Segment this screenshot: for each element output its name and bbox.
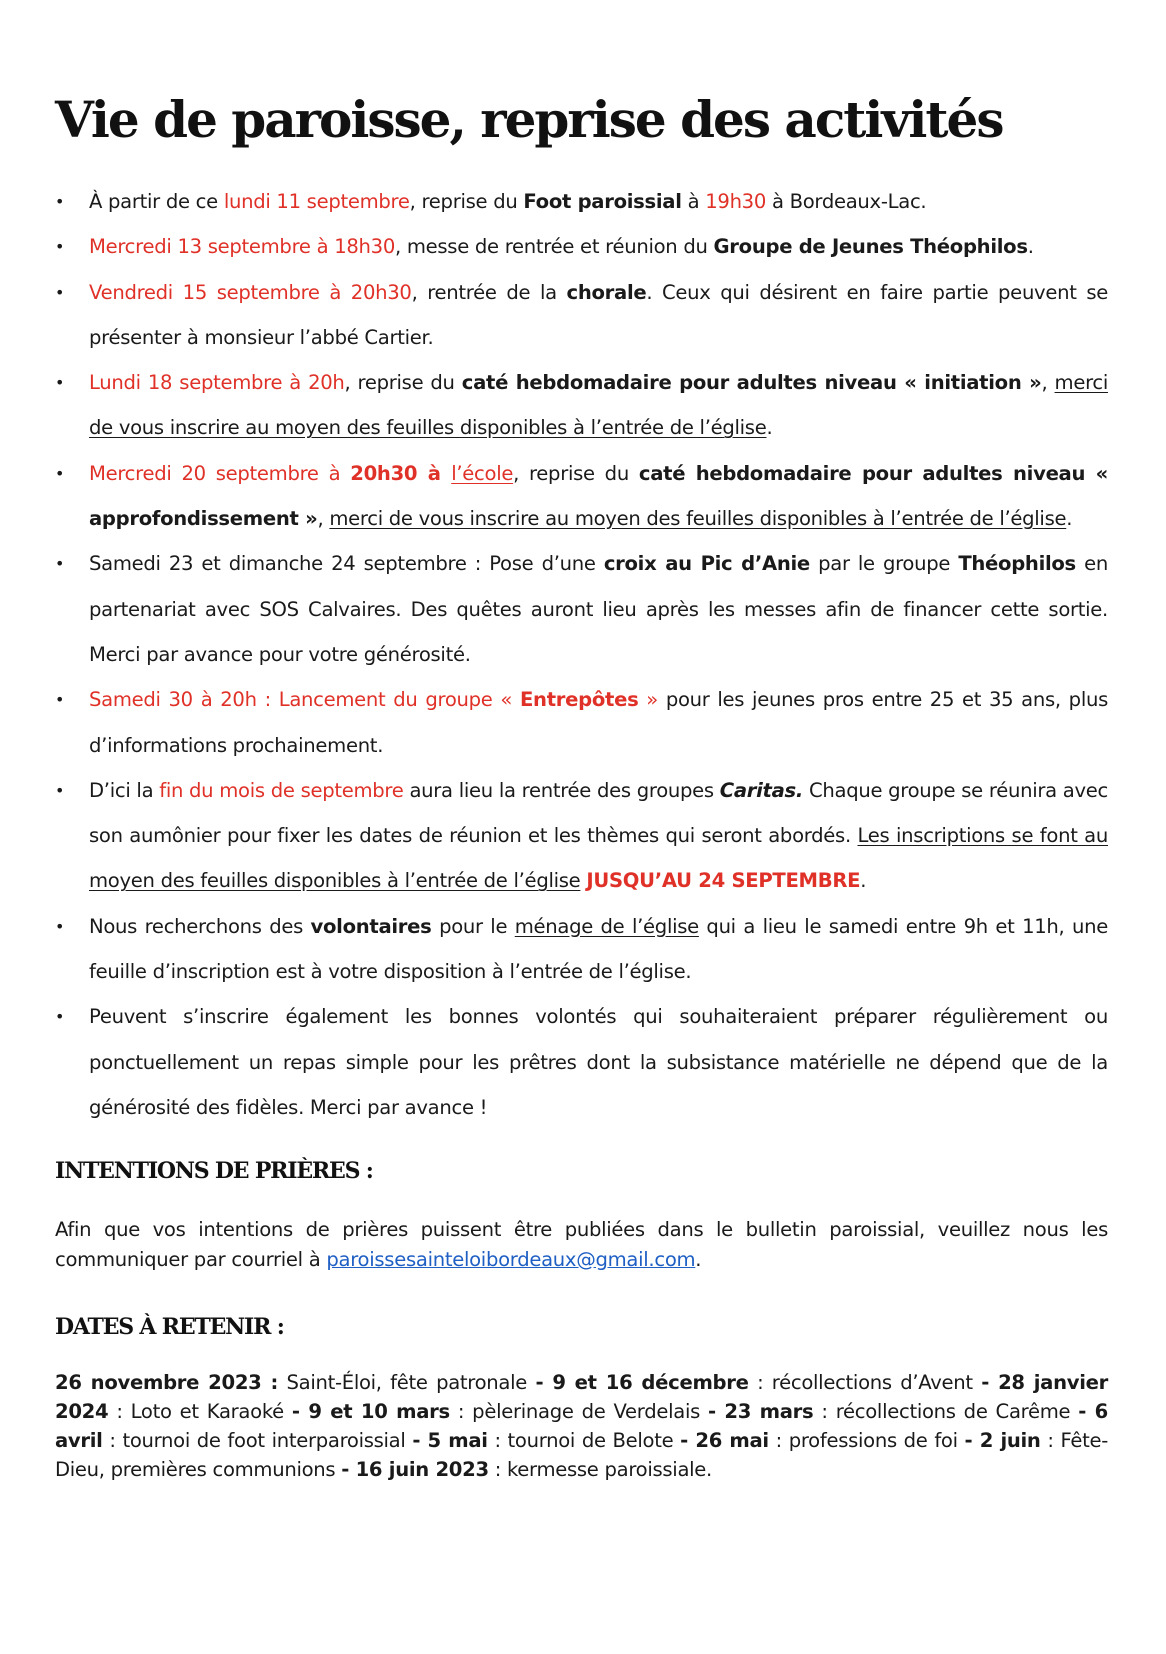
text-run: À partir de ce <box>89 190 224 213</box>
text-run: Lundi 18 septembre à 20h <box>89 371 345 395</box>
text-run: . <box>860 869 867 893</box>
activity-item <box>55 541 1108 677</box>
text-run: 26 novembre 2023 : <box>55 1371 279 1394</box>
text-run: : pèlerinage de Verdelais <box>449 1400 708 1423</box>
text-run: Les inscriptions se font au moyen des feuilles disponibles à l’entrée de l’église <box>89 824 1109 893</box>
activity-item <box>55 270 1108 361</box>
text-run: Samedi 30 à 20h : Lancement du groupe « <box>89 688 520 712</box>
text-run: merci de vous inscrire au moyen des feuilles disponibles à l’entrée de l’église <box>329 507 1067 531</box>
text-run: D’ici la <box>89 778 160 802</box>
text-run: » <box>638 688 658 712</box>
bullet-icon: • <box>55 780 65 800</box>
text-run: merci de vous inscrire au moyen des feuilles disponibles à l’entrée de l’église <box>89 371 1109 440</box>
text-run: . Ceux qui désirent en faire partie peuvent se présenter à monsieur l’abbé Cartier. <box>89 280 1108 349</box>
text-run: 19h30 <box>705 190 767 213</box>
text-run: - 5 mai <box>412 1429 488 1452</box>
text-run: qui a lieu le samedi entre 9h et 11h, une feuille d’inscription est à votre disposition à l’entrée de l’église. <box>89 914 1108 984</box>
text-run: lundi 11 septembre <box>223 190 410 213</box>
text-run: Chaque groupe se réunira avec son aumônier pour fixer les dates de réunion et les thèmes qui seront abordés. <box>89 778 1108 848</box>
text-run: - 9 et 10 mars <box>291 1400 450 1423</box>
text-run: JUSQU’AU 24 SEPTEMBRE <box>586 869 861 893</box>
text-run: pour les jeunes pros entre 25 et 35 ans, plus d’informations prochainement. <box>89 688 1108 757</box>
text-run: 20h30 à <box>350 461 452 485</box>
text-run: , <box>317 507 330 531</box>
text-run: . <box>1066 507 1073 531</box>
text-run: : récollections de Carême <box>813 1400 1079 1423</box>
activities-list <box>55 179 1108 1130</box>
bullet-icon: • <box>55 1007 65 1027</box>
text-run: : Loto et Karaoké <box>108 1400 292 1423</box>
text-run: , messe de rentrée et réunion du <box>395 235 714 259</box>
intentions-paragraph <box>55 1215 1108 1275</box>
intentions-text: Afin que vos intentions de prières puissent être publiées dans le bulletin paroissial, veuillez nous les communiquer par courriel à <box>55 1218 1108 1271</box>
activity-item <box>55 677 1108 768</box>
text-run: . <box>766 416 773 440</box>
text-run: Théophilos <box>958 552 1076 576</box>
text-run: volontaires <box>310 914 432 938</box>
activity-item <box>55 904 1108 995</box>
text-run: chorale <box>566 280 647 304</box>
text-run: - 23 mars <box>707 1400 814 1423</box>
dates-heading: DATES À RETENIR : <box>55 1314 284 1340</box>
bullet-icon: • <box>55 916 65 936</box>
text-run: - 26 mai <box>680 1429 769 1452</box>
text-run: - 16 juin 2023 <box>341 1458 489 1481</box>
text-run: Mercredi 20 septembre à <box>89 461 351 485</box>
text-run: Samedi 23 et dimanche 24 septembre : Pose d’une <box>89 552 604 576</box>
text-run: pour le <box>431 914 515 938</box>
text-run: caté hebdomadaire pour adultes niveau « approfondissement » <box>89 461 1109 531</box>
text-run: : kermesse paroissiale. <box>488 1458 712 1481</box>
text-run: , reprise du <box>344 371 462 395</box>
text-run: caté hebdomadaire pour adultes niveau « initiation » <box>461 371 1042 395</box>
text-run: à <box>681 190 706 213</box>
text-run: Caritas. <box>719 778 804 802</box>
text-run: : tournoi de Belote <box>487 1429 681 1452</box>
text-run: Groupe de Jeunes Théophilos <box>713 235 1028 259</box>
text-run: . <box>1027 235 1034 259</box>
text-run: Foot paroissial <box>523 190 682 213</box>
text-run: - 28 janvier 2024 <box>55 1371 1108 1423</box>
page-title: Vie de paroisse, reprise des activités <box>55 90 1003 149</box>
text-run: : Fête-Dieu, premières communions <box>55 1429 1109 1481</box>
activity-item <box>55 360 1108 451</box>
intentions-end: . <box>695 1248 702 1271</box>
bullet-icon: • <box>55 554 65 574</box>
text-run: ménage de l’église <box>514 914 699 938</box>
bullet-icon: • <box>55 690 65 710</box>
text-run: Nous recherchons des <box>89 914 311 938</box>
bullet-icon: • <box>55 237 65 257</box>
bullet-icon: • <box>55 463 65 483</box>
text-run: Peuvent s’inscrire également les bonnes volontés qui souhaiteraient préparer régulièrement ou ponctuellement un repas simple pour les prêtres dont la subsistance matérielle ne dépend que de la générosité des fidèles. Merci par avance ! <box>89 1005 1108 1119</box>
text-run: fin du mois de septembre <box>159 778 404 802</box>
text-run: - 9 et 16 décembre <box>535 1371 749 1394</box>
bullet-icon: • <box>55 282 65 302</box>
activity-item <box>55 179 1108 224</box>
activity-item <box>55 994 1108 1130</box>
text-run: l’école <box>451 461 514 485</box>
activity-item <box>55 768 1108 904</box>
text-run: aura lieu la rentrée des groupes <box>403 778 720 802</box>
text-run: : professions de foi <box>768 1429 965 1452</box>
dates-paragraph <box>55 1368 1108 1484</box>
text-run: Mercredi 13 septembre à 18h30 <box>89 235 395 259</box>
text-run: - 2 juin <box>964 1429 1041 1452</box>
activity-item <box>55 224 1108 269</box>
text-run: Entrepôtes <box>519 688 639 712</box>
text-run: , rentrée de la <box>411 280 567 304</box>
text-run: : récollections d’Avent <box>748 1371 982 1394</box>
text-run: Vendredi 15 septembre à 20h30 <box>89 280 412 304</box>
activity-item <box>55 451 1108 542</box>
text-run: en partenariat avec SOS Calvaires. Des quêtes auront lieu après les messes afin de financer cette sortie. Merci par avance pour votre générosité. <box>89 552 1108 666</box>
bullet-icon: • <box>55 192 65 211</box>
text-run: : tournoi de foot interparoissial <box>102 1429 413 1452</box>
text-run: à Bordeaux-Lac. <box>766 190 927 213</box>
contact-email-link[interactable]: paroissesainteloibordeaux@gmail.com <box>326 1248 696 1271</box>
text-run: par le groupe <box>809 552 959 576</box>
text-run: , reprise du <box>409 190 524 213</box>
text-run: - 6 avril <box>55 1400 1109 1452</box>
text-run: , reprise du <box>513 461 639 485</box>
text-run: , <box>1041 371 1055 395</box>
text-run: Saint-Éloi, fête patronale <box>278 1371 536 1394</box>
intentions-heading: INTENTIONS DE PRIÈRES : <box>55 1158 373 1184</box>
bullet-icon: • <box>55 373 65 393</box>
text-run: croix au Pic d’Anie <box>603 552 810 576</box>
